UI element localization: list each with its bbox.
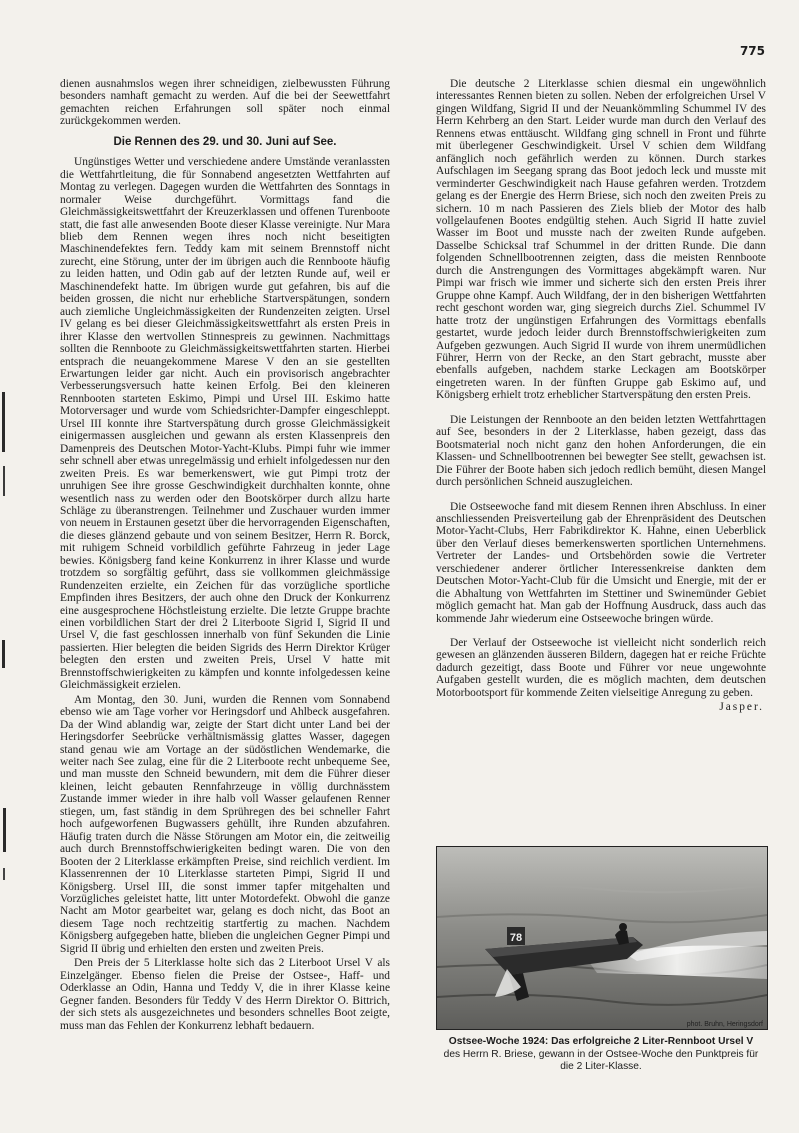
boat-number: 78 — [509, 932, 523, 944]
paragraph: Die deutsche 2 Literklasse schien diesmal ein ungewöhnlich interessantes Rennen bieten zu sollen. Neben der erfolgreichen Ursel V gingen Wildfang, Sigrid II und der Neuankömmling Schummel IV des Herrn Kehrberg an den Start. Leider wurde man durch den Verlauf des Rennens etwas enttäuscht. Wildfang ging schnell in Front und führte mit überlegener Geschwindigkeit. Ursel V schien dem Wildfang anfänglich noch gefährlich werden zu können. Durch starkes Aufschlagen im Seegang sprang das Boot jedoch leck und musste mit verminderter Geschwindigkeit nach Hause gefahren werden. Trotzdem gelang es der Energie des Herrn Briese, sich noch den zweiten Preis zu sichern. 10 m nach Passieren des Ziels blieb der Motor des halb vollgelaufenen Bootes endgültig stehen. Auch Sigrid II hatte zuviel Wasser im Boot und musste nach der zweiten Runde aufgeben. Dasselbe Schicksal traf Schummel in der dritten Runde. Die dann folgenden Schnellbootrennen zeigten, dass die meisten Rennboote durch die Anstrengungen des Vormittages abgekämpft waren. Nur Pimpi war frisch wie immer und sicherte sich den ersten Preis ihrer Gruppe ohne Kampf. Auch Wildfang, der in den bisherigen Wettfahrten recht geschont worden war, ging siegreich durchs Ziel. Schummel IV hatte trotz der ungünstigen Erfahrungen des Vormittags ebenfalls gestartet, wurde jedoch leider durch Brennstoffschwierigkeiten zum Aufgeben gezwungen. Auch Sigrid II wurde von ihrem unermüdlichen Führer, Herrn von der Recke, an den Start gebracht, musste aber ebenfalls aufgeben, nachdem starke Leckagen am Bootskörper eingetreten waren. In der fünften Gruppe gab Eskimo auf, und Königsberg erhielt trotz erheblicher Startverspätung den ersten Preis. — [436, 78, 766, 402]
photo-figure — [436, 846, 766, 1074]
author-signature: Jasper. — [719, 701, 764, 714]
caption-text: des Herrn R. Briese, gewann in der Ostsee-Woche den Punktpreis für die 2 Liter-Klasse. — [443, 1048, 759, 1072]
page-number: 775 — [739, 44, 765, 58]
section-heading: Die Rennen des 29. und 30. Juni auf See. — [113, 135, 337, 148]
scan-edge-marks — [0, 0, 16, 1133]
photo-credit: phot. Bruhn, Heringsdorf — [686, 1021, 763, 1028]
paragraph: Die Leistungen der Rennboote an den beiden letzten Wettfahrttagen auf See, besonders in der 2 Literklasse, haben gezeigt, dass das Bootsmaterial noch nicht ganz den hohen Anforderungen, die ein Klassen- und Schnellbootrennen bei bewegter See stellt, gewachsen ist. Die Führer der Boote haben sich jedoch redlich bemüht, diesen Mangel durch persönlichen Schneid auszugleichen. — [436, 413, 766, 489]
photo-illustration — [437, 847, 767, 1029]
paragraph: Den Preis der 5 Literklasse holte sich das 2 Literboot Ursel V als Einzelgänger. Ebenso fielen die Preise der Ostsee-, Haff- und Oderklasse an Odin, Hanna und Teddy V, die in ihrer Klasse keine Gegner fanden. Besonders für Teddy V des Herrn Direktor O. Bittrich, der sich stets als ausgezeichnetes und besonders schnelles Boot zeigte, muss man das Fehlen der Konkurrenz lebhaft bedauern. — [60, 957, 390, 1032]
left-column — [60, 78, 390, 1088]
paragraph: Am Montag, den 30. Juni, wurden die Rennen vom Sonnabend ebenso wie am Tage vorher vor Heringsdorf und Ahlbeck ausgefahren. Da der Wind ablandig war, zeigte der Start dicht unter Land bei der Heringsdorfer Seebrücke verhältnismässig glattes Wasser, dagegen stand genau wie am Vortage an der südöstlichen Wendemarke, die weiter nach See zulag, eine für die 2 Literboote recht unbequeme See, und man musste den Schneid bewundern, mit dem die Führer dieser kleinen, leicht gebauten Rennfahrzeuge in völlig durchnässtem Zustande immer wieder in ihre halb voll Wasser gelaufenen Renner stiegen, um, fast ständig in dem Sprühregen des bei schneller Fahrt hoch aufgeworfenen Bugwassers gehüllt, ihre Runden abzufahren. Häufig traten durch die Nässe Störungen am Motor ein, die zeitweilig auch durch Brennstoffschwierigkeiten bedingt waren. Die von den Booten der 2 Literklasse erkämpften Preise, sind reichlich verdient. Im Klassenrennen der 10 Literklasse starteten Pimpi, Sigrid II und Königsberg. Ursel III, die sonst immer tapfer mitgehalten und Vorzügliches geleistet hatte, litt unter Motordefekt. Obwohl die ganze Nacht am Motor gearbeitet war, gelang es doch nicht, das Boot an diesem Tage noch rechtzeitig startfertig zu machen. Nachdem Königsberg aufgegeben hatte, blieben die ungleichen Gegner Pimpi und Sigrid II übrig und erhielten den ersten und zweiten Preis. — [60, 693, 390, 955]
intro-paragraph: dienen ausnahmslos wegen ihrer schneidigen, zielbewussten Führung besonders namhaft gemacht zu werden. Auf die bei der Seewettfahrt gemachten reichen Erfahrungen soll später noch einmal zurückgekommen werden. — [60, 78, 390, 128]
right-column — [436, 78, 766, 848]
paragraph: Die Ostseewoche fand mit diesem Rennen ihren Abschluss. In einer anschliessenden Preisverteilung gab der Ehrenpräsident des Deutschen Motor-Yacht-Clubs, Herr Fabrikdirektor K. Hahne, einen Ueberblick über den Verlauf dieses bemerkenswerten sportlichen Unternehmens. Vertreter der Landes- und Ortsbehörden sowie die Vertreter verschiedener anderer örtlicher Interessenkreise dankten dem Deutschen Motor-Yacht-Club für die Umsicht und Energie, mit der er die Abhaltung von Wettfahrten im Stettiner und Swinemünder Gebiet möglich gemacht hat. Man gab der Hoffnung Ausdruck, dass auch das kommende Jahr wiederum eine Ostseewoche bringen würde. — [436, 500, 766, 625]
paragraph: Der Verlauf der Ostseewoche ist vielleicht nicht sonderlich reich gewesen an glänzenden äusseren Bildern, dagegen hat er reiche Früchte dadurch gezeitigt, dass Boote und Führer vor neue ungewohnte Aufgaben gestellt wurden, die es möglich machten, dem deutschen Motorbootsport für kommende Zeiten vielseitige Anregung zu geben. — [436, 637, 766, 699]
racing-boat-photo — [436, 846, 768, 1030]
caption-title: Ostsee-Woche 1924: Das erfolgreiche 2 Liter-Rennboot Ursel V — [448, 1036, 754, 1047]
photo-caption — [436, 1036, 766, 1074]
paragraph: Ungünstiges Wetter und verschiedene andere Umstände veranlassten die Wettfahrtleitung, die für Sonnabend angesetzten Wettfahrten auf Montag zu verlegen. Dagegen wurden die Wettfahrten des Sonntags in normaler Weise durchgeführt. Vormittags fand die Gleichmässigkeitswettfahrt der Kreuzerklassen und offenen Turenboote statt, die fast alle anwesenden Boote dieser Klasse vereinigte. Nur Mara blieb dem Rennen wegen ihres noch nicht beseitigten Maschinendefektes fern. Teddy kam mit seinem Brennstoff nicht zurecht, eine Störung, unter der im übrigen auch die Rennboote häufig zu leiden hatten, und Odin gab auf der letzten Runde auf, weil er Maschinendefekt hatte. Im übrigen wurde gut gefahren, bis auf die beiden grossen, die nicht nur erhebliche Startverspätungen, sondern auch ziemliche Ungleichmässigkeiten der Rundenzeiten zeigten. Ursel IV gelang es bei dieser Gleichmässigkeitswettfahrt als ersten Preis in ihrer Klasse den wertvollen Stinnespreis zu gewinnen. Nachmittags sollten die Rennboote zu Gleichmässigkeitswettfahrten starten. Hierbei entsprach die neuangekommene Marese V den an sie gestellten Erwartungen leider gar nicht. Auch ein provisorisch angebrachter Verbesserungsversuch hatte keinen Erfolg. Bei den kleineren Rennbooten starteten Eskimo, Pimpi und Ursel III. Eskimo hatte Motorversager und wurde vom Schiedsrichter-Dampfer eingeschleppt. Ursel III konnte ihre Startverspätung durch grosse Gleichmässigkeit einigermassen ausgleichen und gewann als ersten Klassenpreis den Damenpreis des Deutschen Motor-Yacht-Klubs. Pimpi fuhr wie immer sehr schnell aber etwas unregelmässig und erhielt infolgedessen nur den zweiten Preis. Es war bemerkenswert, wie gut Pimpi trotz der unruhigen See ihre grosse Geschwindigkeit durchhalten konnte, ohne wesentlich nass zu werden oder den Bootskörper durch allzu harte Schläge zu überanstrengen. Teilnehmer und Zuschauer wurden immer von neuem in Erstaunen gesetzt über die hervorragenden Eigenschaften, die dieses glänzend gebaute und von seinem Besitzer, Herrn R. Borck, mit ruhigem Schneid vorbildlich geführte Fahrzeug in jeder Lage bewies. Königsberg fand keine Konkurrenz in ihrer Klasse und wurde trotzdem so sorgfältig geführt, dass sie vollkommen gleichmässige Rundenzeiten erzielte, ein Zeichen für das vorzügliche sportliche Empfinden ihres Besitzers, der auch ohne den Druck der Konkurrenz eine ausgesprochene Höchstleistung erzielte. Die letzte Gruppe brachte einen vorbildlichen Start der drei 2 Literboote Sigrid I, Sigrid II und Ursel V, die fast geschlossen innerhalb von fünf Sekunden die Linie passierten. Hier belegten die beiden Sigrids des Herrn Direktor Krüger belegten den ersten und zweiten Preis, Ursel V hatte mit Brennstoffschwierigkeiten zu kämpfen und konnte infolgedessen keine Gleichmässigkeit erzielen. — [60, 156, 390, 692]
